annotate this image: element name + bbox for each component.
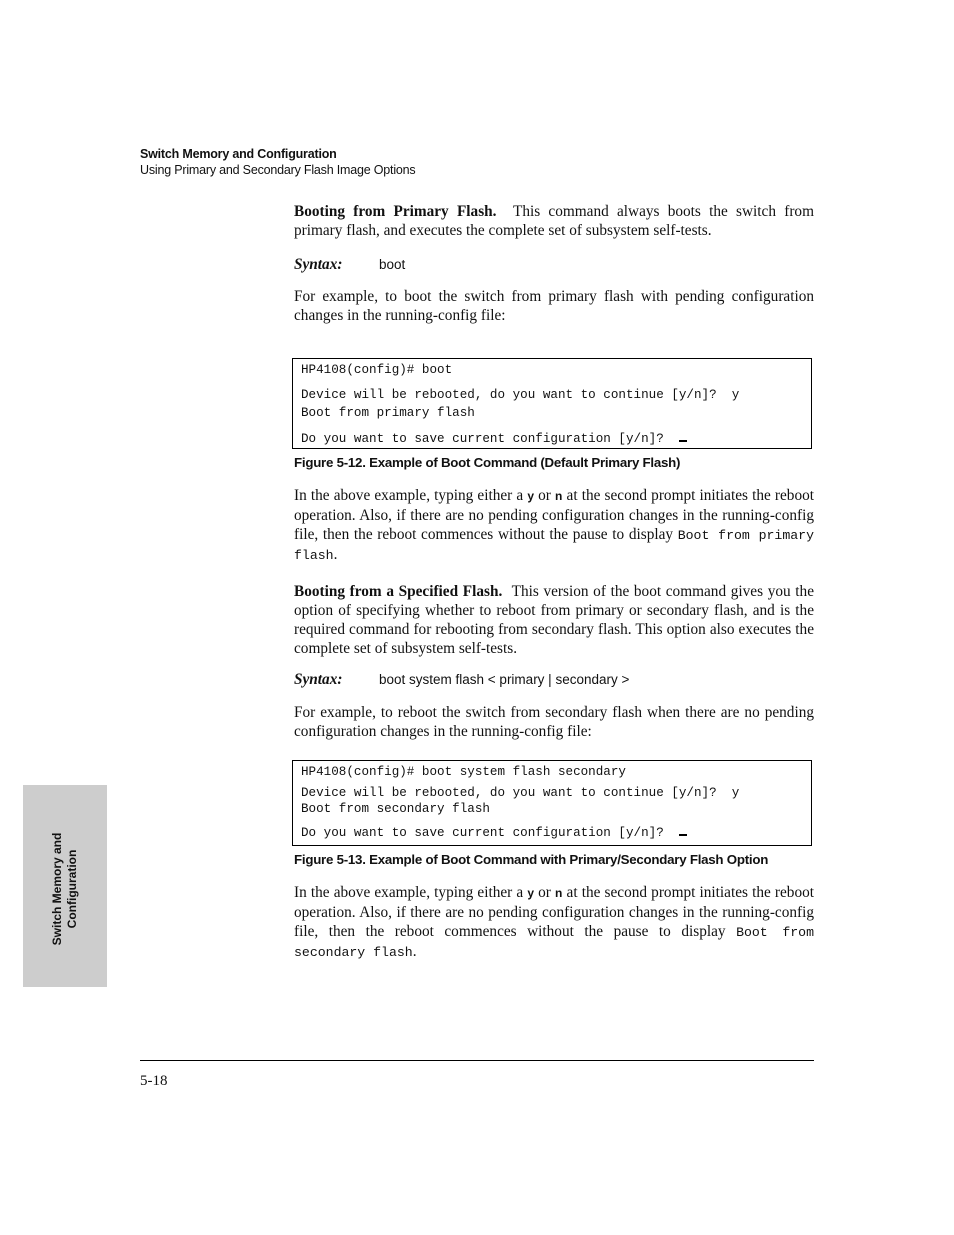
running-header-title: Switch Memory and Configuration bbox=[140, 147, 337, 161]
figure-caption: Figure 5-12. Example of Boot Command (Default Primary Flash) bbox=[294, 455, 681, 470]
cursor-icon bbox=[679, 430, 687, 442]
side-tab-line: Switch Memory and bbox=[50, 832, 64, 946]
text-run: . bbox=[412, 943, 417, 960]
side-tab-label bbox=[50, 789, 80, 989]
chapter-side-tab bbox=[23, 785, 107, 987]
text-run: at the second prompt initiates the reboot operation. Also, if there are no pending configuration changes in the running-config file, then the reboot commences without the pause to display bbox=[294, 487, 814, 543]
section-text-primary: This command always boots the switch from primary flash, and executes the complete set of subsystem self-tests. bbox=[294, 203, 814, 239]
code-line: Boot from secondary flash bbox=[301, 802, 490, 816]
code-line: Do you want to save current configuration [y/n]? bbox=[301, 432, 672, 446]
section-heading-specified: Booting from a Specified Flash. bbox=[294, 583, 503, 600]
code-figure-primary bbox=[292, 358, 812, 449]
code-line: Do you want to save current configuration [y/n]? bbox=[301, 826, 672, 840]
section-text-specified: This version of the boot command gives you the option of specifying whether to reboot from primary or secondary flash, and is the required command for rebooting from secondary flash. This option also executes the complete set of subsystem self-tests. bbox=[294, 583, 814, 657]
page-number: 5-18 bbox=[140, 1073, 168, 1089]
syntax-line-primary bbox=[294, 255, 814, 274]
section-specified-flash bbox=[294, 582, 814, 658]
code-line: Device will be rebooted, do you want to continue [y/n]? y bbox=[301, 388, 740, 402]
text-run: or bbox=[534, 487, 556, 504]
section-heading-primary: Booting from Primary Flash. bbox=[294, 203, 497, 220]
side-tab-line: Configuration bbox=[65, 849, 79, 929]
footer-divider bbox=[140, 1060, 814, 1061]
syntax-line-specified bbox=[294, 670, 814, 689]
text-run: In the above example, typing either a bbox=[294, 884, 528, 901]
example-intro-text: For example, to boot the switch from primary flash with pending configuration changes in the running-config file: bbox=[294, 288, 814, 324]
key-n: n bbox=[555, 886, 563, 900]
text-run: . bbox=[333, 546, 338, 563]
text-run: at the second prompt initiates the reboot operation. Also, if there are no pending configuration changes in the running-config file, then the reboot commences without the pause to display bbox=[294, 884, 814, 940]
code-line: Boot from primary flash bbox=[301, 406, 475, 420]
syntax-label: Syntax: bbox=[294, 671, 343, 688]
example-intro-primary bbox=[294, 287, 814, 325]
code-figure-specified bbox=[292, 760, 812, 846]
code-line: HP4108(config)# boot system flash secondary bbox=[301, 765, 626, 779]
syntax-command: boot system flash < primary | secondary > bbox=[379, 672, 630, 687]
inline-code: Boot from secondary flash bbox=[294, 925, 814, 960]
running-header-subtitle: Using Primary and Secondary Flash Image Options bbox=[140, 163, 416, 177]
code-line: HP4108(config)# boot bbox=[301, 363, 453, 377]
example-intro-specified bbox=[294, 703, 814, 741]
cursor-icon bbox=[679, 824, 687, 836]
text-run: In the above example, typing either a bbox=[294, 487, 528, 504]
section-primary-flash bbox=[294, 202, 814, 240]
key-n: n bbox=[555, 489, 563, 503]
paragraph-after-figure-1 bbox=[294, 486, 814, 565]
figure-caption: Figure 5-13. Example of Boot Command with Primary/Secondary Flash Option bbox=[294, 852, 769, 867]
key-y: y bbox=[527, 886, 534, 900]
paragraph-after-figure-2 bbox=[294, 883, 814, 962]
key-y: y bbox=[527, 489, 534, 503]
text-run: or bbox=[534, 884, 556, 901]
syntax-label: Syntax: bbox=[294, 256, 343, 273]
inline-code: Boot from primary flash bbox=[294, 528, 814, 563]
syntax-command: boot bbox=[379, 257, 406, 272]
code-line: Device will be rebooted, do you want to continue [y/n]? y bbox=[301, 786, 740, 800]
example-intro-text: For example, to reboot the switch from secondary flash when there are no pending configuration changes in the running-config file: bbox=[294, 704, 814, 740]
